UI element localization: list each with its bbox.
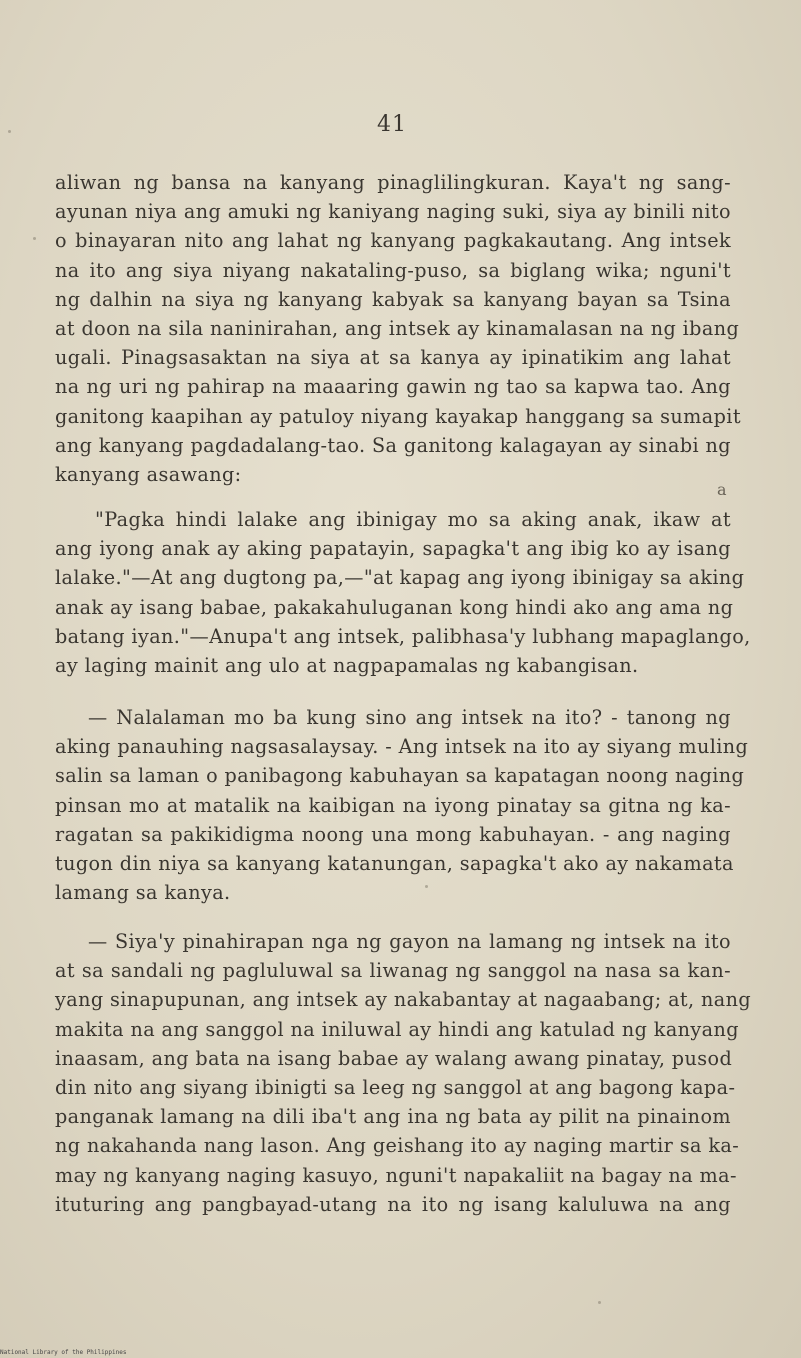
text-line: panganak lamang na dili iba't ang ina ng bata ay pilit na pinainom xyxy=(55,1105,731,1129)
text-line: yang sinapupunan, ang intsek ay nakabantay at nagaabang; at, nang xyxy=(55,988,752,1012)
footer-credit: National Library of the Philippines xyxy=(0,1349,127,1356)
text-line: ay laging mainit ang ulo at nagpapamalas ng kabangisan. xyxy=(55,654,639,678)
text-line: salin sa laman o panibagong kabuhayan sa kapatagan noong naging xyxy=(55,764,745,788)
paper-speck xyxy=(33,237,36,240)
paper-speck xyxy=(8,130,11,133)
page-number: 41 xyxy=(377,112,407,137)
text-line: na ito ang siya niyang nakataling-puso, sa biglang wika; nguni't xyxy=(55,258,731,282)
text-line: kanyang asawang: xyxy=(55,463,242,487)
text-line: na ng uri ng pahirap na maaaring gawin ng tao sa kapwa tao. Ang xyxy=(55,375,731,399)
text-line: batang iyan."—Anupa't ang intsek, palibhasa'y lubhang mapaglango, xyxy=(55,624,751,648)
text-line: — Siya'y pinahirapan nga ng gayon na lamang ng intsek na ito xyxy=(88,930,731,953)
text-line: ituturing ang pangbayad-utang na ito ng isang kaluluwa na ang xyxy=(55,1192,731,1216)
paragraph-1 xyxy=(55,168,741,489)
text-line: ang iyong anak ay aking papatayin, sapagka't ang ibig ko ay isang xyxy=(55,537,731,561)
paper-speck xyxy=(598,1301,601,1304)
text-line: o binayaran nito ang lahat ng kanyang pagkakautang. Ang intsek xyxy=(55,229,731,253)
paragraph-3 xyxy=(55,703,749,907)
text-line: ng nakahanda nang lason. Ang geishang ito ay naging martir sa ka- xyxy=(55,1134,740,1158)
text-line: ang kanyang pagdadalang-tao. Sa ganitong kalagayan ay sinabi ng xyxy=(55,433,731,457)
text-line: lamang sa kanya. xyxy=(55,881,231,905)
margin-mark: a xyxy=(717,480,727,499)
text-line: inaasam, ang bata na isang babae ay walang awang pinatay, pusod xyxy=(55,1046,733,1070)
text-line: — Nalalaman mo ba kung sino ang intsek na ito? - tanong ng xyxy=(88,706,731,729)
paragraph-4 xyxy=(55,927,752,1219)
paragraph-2 xyxy=(55,505,751,680)
text-line: ayunan niya ang amuki ng kaniyang naging suki, siya ay binili nito xyxy=(55,200,731,224)
text-line: lalake."—At ang dugtong pa,—"at kapag ang iyong ibinigay sa aking xyxy=(55,566,745,590)
text-line: ng dalhin na siya ng kanyang kabyak sa kanyang bayan sa Tsina xyxy=(55,287,731,311)
text-line: ugali. Pinagsasaktan na siya at sa kanya ay ipinatikim ang lahat xyxy=(55,346,731,370)
text-line: pinsan mo at matalik na kaibigan na iyong pinatay sa gitna ng ka- xyxy=(55,793,731,817)
text-line: din nito ang siyang ibinigti sa leeg ng sanggol at ang bagong kapa- xyxy=(55,1076,736,1100)
paper-speck xyxy=(425,885,428,888)
text-line: aking panauhing nagsasalaysay. - Ang intsek na ito ay siyang muling xyxy=(55,735,749,759)
text-line: makita na ang sanggol na iniluwal ay hindi ang katulad ng kanyang xyxy=(55,1017,739,1041)
text-line: aliwan ng bansa na kanyang pinaglilingkuran. Kaya't ng sang- xyxy=(55,171,731,194)
text-line: may ng kanyang naging kasuyo, nguni't napakaliit na bagay na ma- xyxy=(55,1163,737,1187)
text-line: ragatan sa pakikidigma noong una mong kabuhayan. - ang naging xyxy=(55,822,731,846)
text-line: at doon na sila naninirahan, ang intsek ay kinamalasan na ng ibang xyxy=(55,317,740,341)
text-line: at sa sandali ng pagluluwal sa liwanag ng sanggol na nasa sa kan- xyxy=(55,959,731,983)
text-line: "Pagka hindi lalake ang ibinigay mo sa aking anak, ikaw at xyxy=(95,508,731,531)
text-line: anak ay isang babae, pakakahuluganan kong hindi ako ang ama ng xyxy=(55,595,734,619)
text-line: ganitong kaapihan ay patuloy niyang kayakap hanggang sa sumapit xyxy=(55,404,741,428)
text-line: tugon din niya sa kanyang katanungan, sapagka't ako ay nakamata xyxy=(55,852,734,876)
